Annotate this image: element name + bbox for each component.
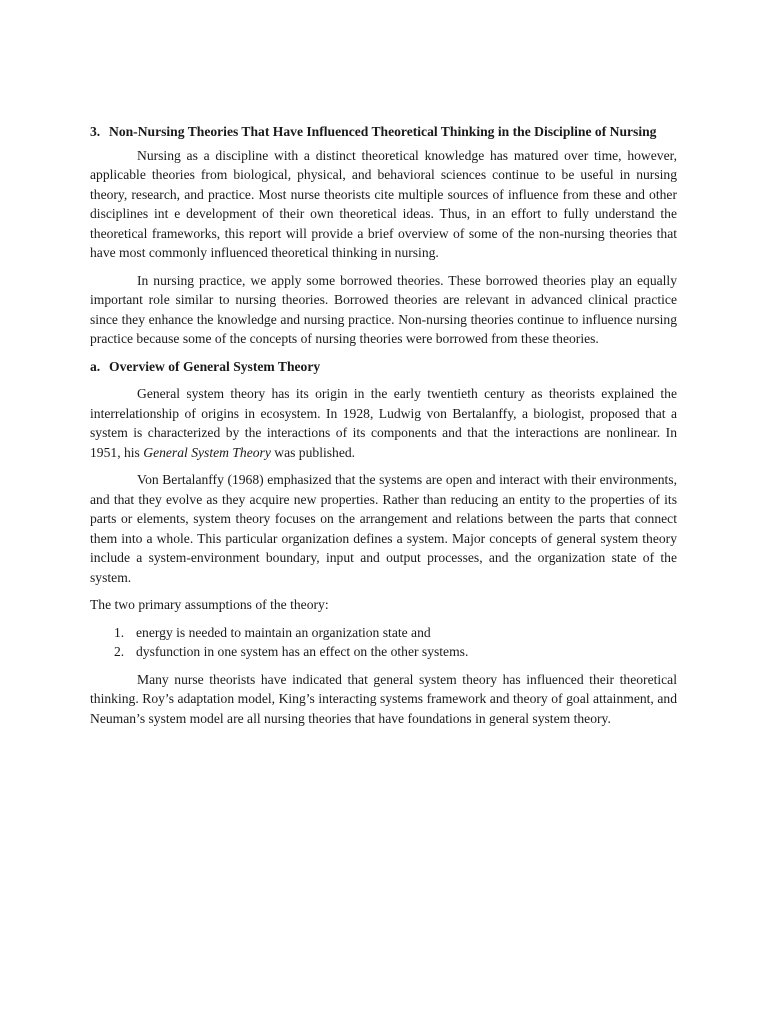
intro-paragraph-2: In nursing practice, we apply some borrowed theories. These borrowed theories play an equally important role similar to nursing theories. Borrowed theories are relevant in advanced clinical practice since they enhance the knowledge and nursing practice. Non-nursing theories continue to influence nursing practice because some of the concepts of nursing theories were borrowed from these theories. (90, 272, 677, 346)
section-heading (90, 122, 677, 142)
gst-paragraph-3: Many nurse theorists have indicated that general system theory has influenced their theoretical thinking. Roy’s adaptation model, King’s interacting systems framework and theory of goal attainment, and Neuman’s system model are all nursing theories that have foundations in general system theory. (90, 671, 677, 726)
subsection-heading (90, 357, 677, 377)
document-page (90, 122, 677, 736)
list-item-text: dysfunction in one system has an effect on the other systems. (136, 644, 469, 659)
assumptions-list (90, 623, 677, 662)
book-title: General System Theory (143, 444, 271, 460)
assumptions-intro: The two primary assumptions of the theory: (90, 597, 329, 612)
list-item-marker: 1. (114, 624, 125, 640)
intro-paragraph-1: Nursing as a discipline with a distinct theoretical knowledge has matured over time, however, applicable theories from biological, physical, and behavioral sciences continue to be useful in nursing theory, research, and practice. Most nurse theorists cite multiple sources of influence from these and other disciplines int e development of their own theoretical ideas. Thus, in an effort to fully understand the theoretical frameworks, this report will provide a brief overview of some of the non-nursing theories that have most commonly influenced theoretical thinking in nursing. (90, 147, 677, 260)
list-item-text: energy is needed to maintain an organization state and (136, 624, 431, 640)
gst-paragraph-1-end: was published. (270, 444, 356, 460)
subsection-letter: a. (90, 358, 101, 374)
list-item (90, 642, 677, 662)
gst-paragraph-2: Von Bertalanffy (1968) emphasized that the systems are open and interact with their environments, and that they evolve as they acquire new properties. Rather than reducing an entity to the properties of its parts or elements, system theory focuses on the arrangement and relations between the parts that connect them into a whole. This particular organization defines a system. Major concepts of general system theory include a system-environment boundary, input and output processes, and the organization state of the system. (90, 472, 677, 585)
gst-paragraph-1 (90, 384, 677, 462)
section-title: Non-Nursing Theories That Have Influenced Theoretical Thinking in the Discipline of Nursing (109, 124, 657, 139)
gst-paragraph-1-start: General system theory has its origin in the early twentieth century as theorists explained the interrelationship of origins in ecosystem. In 1928, Ludwig von Bertalanffy, a biologist, proposed that a system is characterized by the interactions of its components and that the interactions are nonlinear. In 1951, his (90, 386, 677, 460)
list-item-marker: 2. (114, 644, 125, 659)
subsection-title: Overview of General System Theory (109, 358, 321, 374)
section-number: 3. (90, 124, 101, 139)
list-item (90, 623, 677, 643)
